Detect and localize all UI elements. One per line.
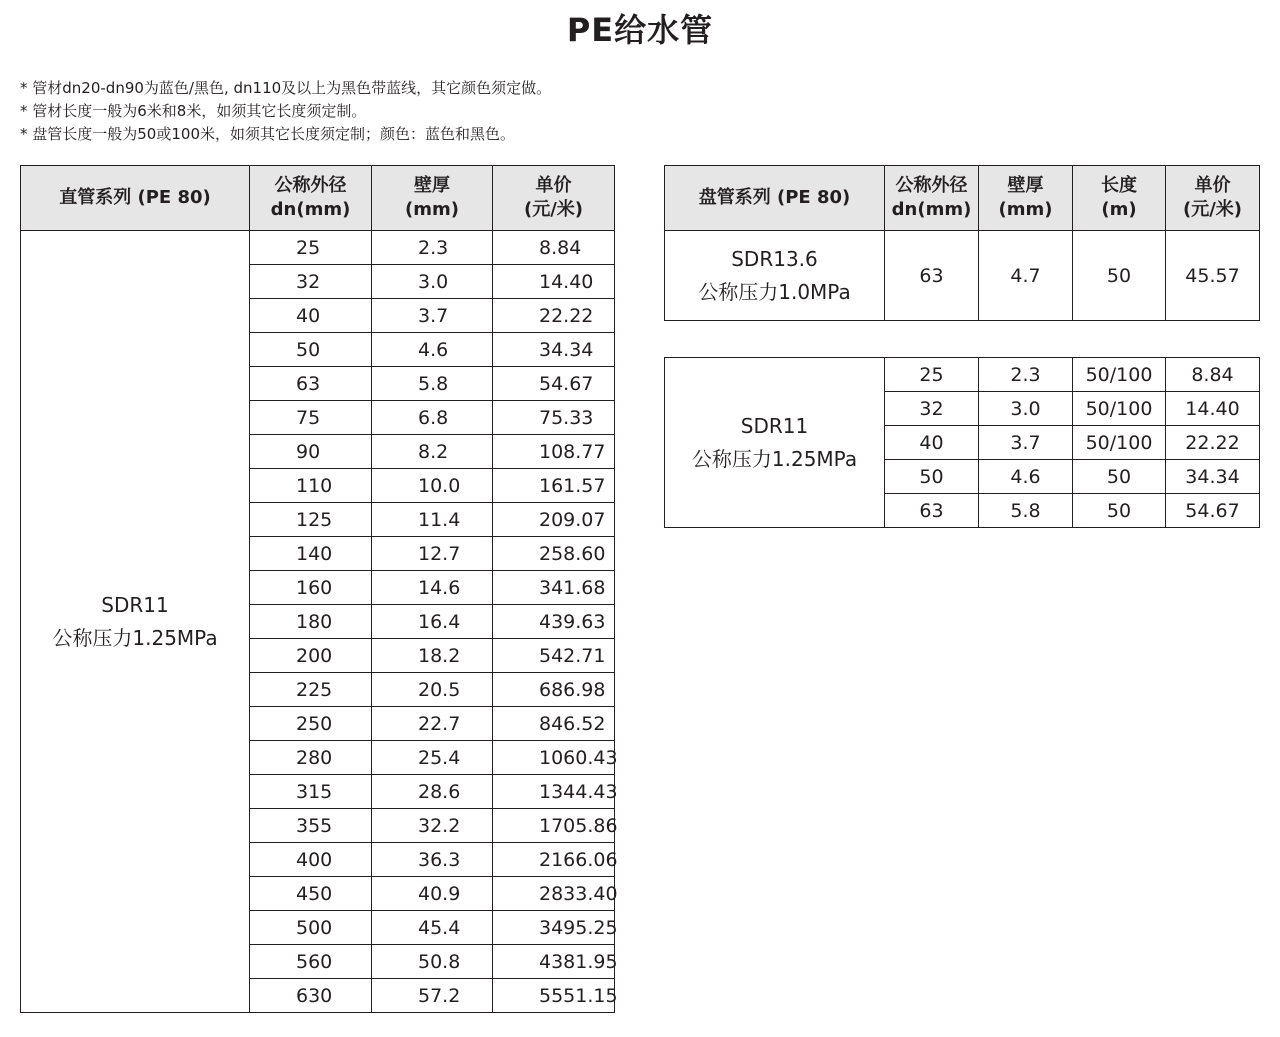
page-title: PE给水管	[566, 11, 714, 49]
outer-diameter-cell: 280	[250, 741, 372, 775]
outer-diameter-cell: 560	[250, 945, 372, 979]
outer-diameter-cell: 355	[250, 809, 372, 843]
outer-diameter-cell: 63	[885, 494, 979, 528]
unit-price-cell: 2166.06	[493, 843, 615, 877]
header-unit-price: 单价 (元/米)	[493, 166, 615, 231]
wall-thickness-cell: 4.6	[372, 333, 493, 367]
unit-price-cell: 75.33	[493, 401, 615, 435]
unit-price-cell: 3495.25	[493, 911, 615, 945]
outer-diameter-cell: 180	[250, 605, 372, 639]
unit-price-cell: 1344.43	[493, 775, 615, 809]
unit-price-cell: 341.68	[493, 571, 615, 605]
length-cell: 50/100	[1073, 426, 1166, 460]
length-cell: 50/100	[1073, 392, 1166, 426]
note-line: * 盘管长度一般为50或100米，如须其它长度须定制；颜色：蓝色和黑色。	[20, 125, 515, 143]
wall-thickness-cell: 25.4	[372, 741, 493, 775]
wall-thickness-cell: 3.0	[372, 265, 493, 299]
unit-price-cell: 108.77	[493, 435, 615, 469]
wall-thickness-cell: 28.6	[372, 775, 493, 809]
pressure-label: 公称压力1.25MPa	[691, 446, 858, 471]
wall-thickness-cell: 22.7	[372, 707, 493, 741]
unit-price-cell: 45.57	[1166, 231, 1260, 321]
length-cell: 50/100	[1073, 358, 1166, 392]
table-header-row	[21, 166, 615, 231]
header-series: 盘管系列 (PE 80)	[665, 166, 885, 231]
wall-thickness-cell: 45.4	[372, 911, 493, 945]
notes	[20, 77, 551, 146]
unit-price-cell: 5551.15	[493, 979, 615, 1013]
straight-pipe-table	[20, 165, 618, 1013]
coil-pipe-table-sdr13-6	[664, 165, 1260, 321]
unit-price-cell: 22.22	[1166, 426, 1260, 460]
outer-diameter-cell: 75	[250, 401, 372, 435]
outer-diameter-cell: 50	[885, 460, 979, 494]
wall-thickness-cell: 2.3	[979, 358, 1073, 392]
sdr-label: SDR11	[740, 413, 809, 438]
wall-thickness-cell: 5.8	[372, 367, 493, 401]
series-group-label	[21, 231, 250, 1013]
outer-diameter-cell: 160	[250, 571, 372, 605]
length-cell: 50	[1073, 460, 1166, 494]
sdr-label: SDR11	[101, 592, 169, 617]
wall-thickness-cell: 32.2	[372, 809, 493, 843]
wall-thickness-cell: 14.6	[372, 571, 493, 605]
outer-diameter-cell: 110	[250, 469, 372, 503]
unit-price-cell: 54.67	[1166, 494, 1260, 528]
table-row	[665, 231, 1260, 321]
wall-thickness-cell: 50.8	[372, 945, 493, 979]
unit-price-cell: 14.40	[493, 265, 615, 299]
outer-diameter-cell: 450	[250, 877, 372, 911]
wall-thickness-cell: 8.2	[372, 435, 493, 469]
sdr-label: SDR13.6	[731, 246, 818, 271]
unit-price-cell: 209.07	[493, 503, 615, 537]
outer-diameter-cell: 200	[250, 639, 372, 673]
unit-price-cell: 439.63	[493, 605, 615, 639]
header-wall-thickness: 壁厚 (mm)	[372, 166, 493, 231]
wall-thickness-cell: 2.3	[372, 231, 493, 265]
outer-diameter-cell: 250	[250, 707, 372, 741]
header-outer-diameter: 公称外径 dn(mm)	[250, 166, 372, 231]
length-cell: 50	[1073, 231, 1166, 321]
wall-thickness-cell: 4.6	[979, 460, 1073, 494]
unit-price-cell: 22.22	[493, 299, 615, 333]
unit-price-cell: 542.71	[493, 639, 615, 673]
header-unit-price: 单价 (元/米)	[1166, 166, 1260, 231]
unit-price-cell: 14.40	[1166, 392, 1260, 426]
wall-thickness-cell: 40.9	[372, 877, 493, 911]
coil-pipe-table-sdr11	[664, 357, 1260, 528]
unit-price-cell: 2833.40	[493, 877, 615, 911]
table-row	[665, 358, 1260, 392]
outer-diameter-cell: 50	[250, 333, 372, 367]
table-row	[21, 231, 615, 265]
outer-diameter-cell: 140	[250, 537, 372, 571]
outer-diameter-cell: 400	[250, 843, 372, 877]
unit-price-cell: 8.84	[493, 231, 615, 265]
unit-price-cell: 686.98	[493, 673, 615, 707]
outer-diameter-cell: 32	[250, 265, 372, 299]
unit-price-cell: 54.67	[493, 367, 615, 401]
outer-diameter-cell: 40	[885, 426, 979, 460]
unit-price-cell: 1060.43	[493, 741, 615, 775]
outer-diameter-cell: 25	[885, 358, 979, 392]
outer-diameter-cell: 225	[250, 673, 372, 707]
header-series: 直管系列 (PE 80)	[21, 166, 250, 231]
outer-diameter-cell: 500	[250, 911, 372, 945]
wall-thickness-cell: 3.7	[979, 426, 1073, 460]
unit-price-cell: 161.57	[493, 469, 615, 503]
table-header-row	[665, 166, 1260, 231]
pressure-label: 公称压力1.0MPa	[698, 279, 851, 304]
wall-thickness-cell: 16.4	[372, 605, 493, 639]
unit-price-cell: 34.34	[1166, 460, 1260, 494]
unit-price-cell: 846.52	[493, 707, 615, 741]
note-line: * 管材长度一般为6米和8米，如须其它长度须定制。	[20, 102, 367, 120]
outer-diameter-cell: 40	[250, 299, 372, 333]
outer-diameter-cell: 315	[250, 775, 372, 809]
header-length: 长度 (m)	[1073, 166, 1166, 231]
wall-thickness-cell: 36.3	[372, 843, 493, 877]
header-outer-diameter: 公称外径 dn(mm)	[885, 166, 979, 231]
header-wall-thickness: 壁厚 (mm)	[979, 166, 1073, 231]
outer-diameter-cell: 32	[885, 392, 979, 426]
wall-thickness-cell: 20.5	[372, 673, 493, 707]
outer-diameter-cell: 630	[250, 979, 372, 1013]
outer-diameter-cell: 25	[250, 231, 372, 265]
unit-price-cell: 4381.95	[493, 945, 615, 979]
wall-thickness-cell: 10.0	[372, 469, 493, 503]
unit-price-cell: 8.84	[1166, 358, 1260, 392]
pressure-label: 公称压力1.25MPa	[52, 625, 218, 650]
outer-diameter-cell: 63	[250, 367, 372, 401]
unit-price-cell: 1705.86	[493, 809, 615, 843]
wall-thickness-cell: 3.0	[979, 392, 1073, 426]
series-group-label	[665, 231, 885, 321]
wall-thickness-cell: 57.2	[372, 979, 493, 1013]
wall-thickness-cell: 6.8	[372, 401, 493, 435]
unit-price-cell: 258.60	[493, 537, 615, 571]
wall-thickness-cell: 12.7	[372, 537, 493, 571]
wall-thickness-cell: 4.7	[979, 231, 1073, 321]
outer-diameter-cell: 90	[250, 435, 372, 469]
wall-thickness-cell: 18.2	[372, 639, 493, 673]
unit-price-cell: 34.34	[493, 333, 615, 367]
note-line: * 管材dn20-dn90为蓝色/黑色, dn110及以上为黑色带蓝线，其它颜色须定做。	[20, 79, 552, 97]
wall-thickness-cell: 3.7	[372, 299, 493, 333]
length-cell: 50	[1073, 494, 1166, 528]
wall-thickness-cell: 11.4	[372, 503, 493, 537]
wall-thickness-cell: 5.8	[979, 494, 1073, 528]
series-group-label	[665, 358, 885, 528]
outer-diameter-cell: 63	[885, 231, 979, 321]
outer-diameter-cell: 125	[250, 503, 372, 537]
